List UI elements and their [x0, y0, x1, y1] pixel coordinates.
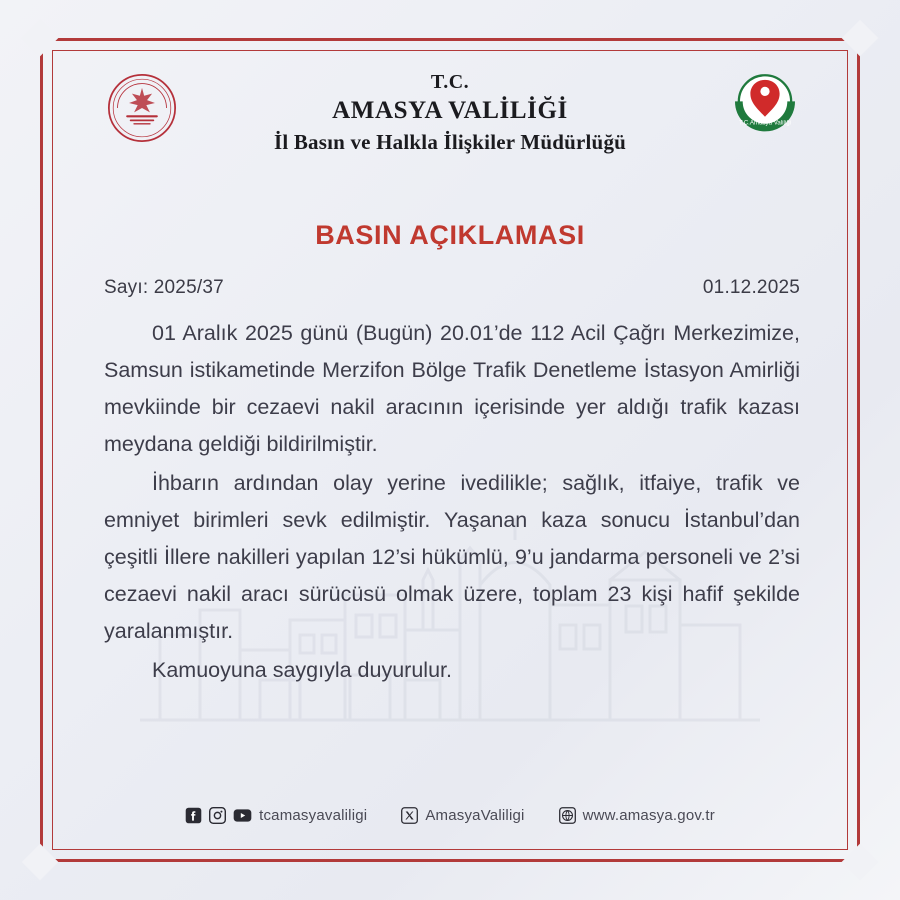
turkish-state-emblem-icon: [106, 72, 178, 144]
header-titles: [78, 56, 822, 156]
facebook-icon[interactable]: [185, 807, 202, 824]
document-number: Sayı: 2025/37: [104, 277, 224, 298]
amasya-governorship-logo-icon: [726, 66, 804, 146]
document-date: 01.12.2025: [702, 277, 800, 298]
document-meta: [78, 277, 822, 299]
body-paragraph: 01 Aralık 2025 günü (Bugün) 20.01’de 112 Acil Çağrı Merkezimize, Samsun istikametinde Merzifon Bölge Trafik Denetleme İstasyon Amirliği mevkiinde bir cezaevi nakil aracının içerisinde yer aldığı trafik kazası meydana geldiği bildirilmiştir.: [104, 321, 800, 456]
website-group: [559, 807, 715, 824]
header-province-label: AMASYA VALİLİĞİ: [332, 97, 568, 124]
globe-icon[interactable]: [559, 807, 576, 824]
document-header: [78, 56, 822, 168]
x-twitter-icon[interactable]: [401, 807, 418, 824]
instagram-icon[interactable]: [209, 807, 226, 824]
body-paragraph: Kamuoyuna saygıyla duyurulur.: [152, 657, 452, 682]
footer-social-bar: [78, 807, 822, 824]
header-unit-label: İl Basın ve Halkla İlişkiler Müdürlüğü: [273, 129, 627, 154]
document-body: [78, 315, 822, 689]
svg-text:T.C.Amasya Valiliği: T.C.Amasya Valiliği: [738, 119, 792, 127]
document-content: [78, 56, 822, 840]
x-handle-label[interactable]: AmasyaValiligi: [425, 807, 525, 824]
social-handle-label[interactable]: tcamasyavaliligi: [259, 807, 368, 824]
header-tc-label: T.C.: [430, 71, 470, 93]
youtube-icon[interactable]: [233, 807, 252, 824]
social-handles-group: [185, 807, 367, 824]
page-title: BASIN AÇIKLAMASI: [315, 220, 585, 250]
website-label[interactable]: www.amasya.gov.tr: [582, 807, 715, 824]
body-paragraph: İhbarın ardından olay yerine ivedilikle; sağlık, itfaiye, trafik ve emniyet birimleri sevk edilmiştir. Yaşanan kaza sonucu İstanbul’dan çeşitli İllere nakilleri yapılan 12’si hükümlü, 9’u jandarma personeli ve 2’si cezaevi nakil aracı sürücüsü olmak üzere, toplam 23 kişi hafif şekilde yaralanmıştır.: [104, 470, 800, 643]
x-handle-group: [401, 807, 524, 824]
